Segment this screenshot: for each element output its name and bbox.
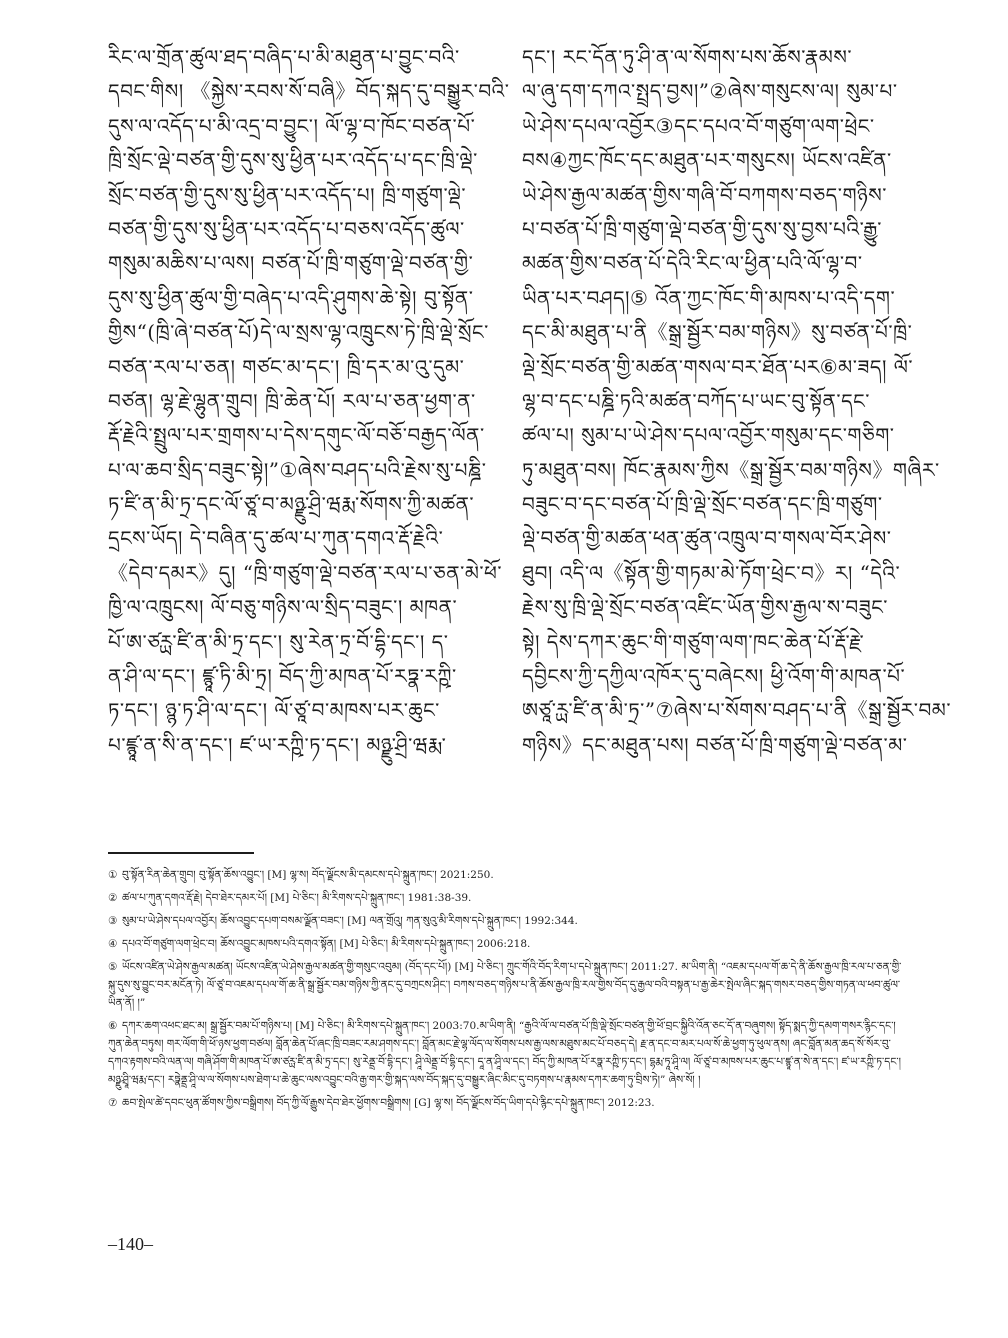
footnote bbox=[108, 866, 908, 884]
footnote-number: ⑦ bbox=[108, 1097, 118, 1109]
text-line: སྲོང་བཙན་གྱི་དུས་སུ་ཕྱིན་པར་འདོད་པ། ཁྲི་གཙུག་ལྡེ་ bbox=[108, 182, 467, 207]
footnote bbox=[108, 912, 908, 930]
text-line: བས④ཀྱང་ཁོང་དང་མཐུན་པར་གསུངས། ཡོངས་འཛིན་ bbox=[522, 148, 892, 173]
text-line: པ་ཛྙཱ་ན་སི་ན་དང་། ཛ་ཡ་རཀྵི་ཏ་དང་། མཉྫུ་ཤྲི་ཝརྨ་ bbox=[108, 732, 447, 757]
text-line: ན་ཤི་ལ་དང་། ཛྙཱ་ཏི་མི་ཏྲ། བོད་ཀྱི་མཁན་པོ་རཏྣ་རཀྵི་ bbox=[108, 664, 457, 689]
text-line: ལྡེ་སྲོང་བཙན་གྱི་མཚན་གསལ་བར་ཐོན་པར⑥མ་ཟད། ལོ་ bbox=[522, 354, 914, 379]
text-line: པ་བཙན་པོ་ཁྲི་གཙུག་ལྡེ་བཙན་གྱི་དུས་སུ་བྱས་པའི་རྒྱུ་ bbox=[522, 216, 882, 241]
text-line: ཏ་དང་། ཉྙ་ཏ་ཤི་ལ་དང་། ལོ་ཙཱ་བ་མཁས་པར་ཆུང་ bbox=[108, 698, 440, 723]
footnote-text: སུམ་པ་ཡེ་ཤེས་དཔལ་འབྱོར། ཆོས་འབྱུང་དཔག་བསམ་ལྗོན་བཟང་། [M] ལན་གྲོའུ། ཀན་སུའུ་མི་རིགས་དཔེ་སྐྲུན་ཁང་། 1992:344. bbox=[122, 915, 578, 927]
footnote bbox=[108, 1017, 908, 1089]
text-line: མཚན་གྱིས་བཙན་པོ་དེའི་རིང་ལ་ཕྱིན་པའི་ལོ་ལྷ་བ་ bbox=[522, 251, 863, 276]
text-line: པོ་ཨ་ཙཪྻ་ཛི་ན་མི་ཏྲ་དང་། སུ་རེན་ཏྲ་བོ་དྷི་དང་། ད་ bbox=[108, 629, 449, 654]
footnote-text: དཀར་ཆག་འཕང་ཐང་མ། སྒྲ་སྦྱོར་བམ་པོ་གཉིས་པ། [M] པེ་ཅིང་། མི་རིགས་དཔེ་སྐྲུན་ཁང་། 2003:70.མ་ཡིག་ནི། “རྒྱའི་ལོ་ལ་བཙན་པོ་ཁྲི་ལྡེ་སྲོང་བཙན་གྱི་ཕོ་བྲང་སྐྱིའི་འོན་ཅང་དོ་ན་བཞུགས། སྟོད་སྨད་ཀྱི་དམག་གསར་རྙིང་དང་། ཀུན་ཆེན་བཏུས། གར་ལོག་གི་ཕོ་ཉས་ཕྱག་བཙལ། བློན་ཆེན་པོ་ཞང་ཁྲི་བཟང་རམ་ཤགས་དང་། བློན་མང་རྗེ་ལྷ་ལོད་ལ་སོགས་པས་རྒྱ་ལས་མཐུས་མང་པོ་བཅད་དེ། རྗ་ན་དང་བ་མར་པལ་སོ་ཆེ་ཕྱག་ཏུ་ཕུལ་ནས། ཞང་བློན་མན་ཆད་སོ་སོར་བུ་དཀའ་རྟགས་བའི་ལན་ལ། གཞི་ཤོག་གི་མཁན་པོ་ཨ་ཙཪྻ་ཛི་ན་མི་ཏྲ་དང་། སུ་རེནྡྲ་བོ་དྷི་དང་། ཤཱི་ལེནྡྲ་བོ་དྷི་དང་། དཱ་ན་ཤཱི་ལ་དང་། བོད་ཀྱི་མཁན་པོ་རཏྣ་རཀྵི་ཏ་དང་། དྷརྨ་ཏཱ་ཤཱི་ལ། ལོ་ཙཱ་བ་མཁས་པར་ཆུང་པ་ཛྙཱ་ན་སེ་ན་དང་། ཛ་ཡ་རཀྵི་ཏ་དང་། མཉྫུ་ཤྲཱི་ཝརྨ་དང་། རཏྣེནྡྲ་ཤཱི་ལ་ལ་སོགས་པས་ཐེག་པ་ཆེ་ཆུང་ལས་འབྱུང་བའི་རྒྱ་གར་གྱི་སྐད་ལས་བོད་སྐད་དུ་བསྒྱུར་ཞིང་མིང་དུ་བཏགས་པ་རྣམས་དཀར་ཆག་ཏུ་བྲིས་ཏེ།” ཞེས་སོ། ། bbox=[108, 1020, 901, 1086]
footnote-number: ① bbox=[108, 869, 118, 881]
text-line: ཡེ་ཤེས་རྒྱལ་མཚན་གྱིས་གཞི་བོ་བཀགས་བཅད་གཉིས་ bbox=[522, 182, 887, 207]
footnote-number: ⑥ bbox=[108, 1020, 118, 1032]
text-line: རྡོ་རྗེའི་སྤྲུལ་པར་གྲགས་པ་དེས་དགུང་ལོ་བཅོ་བརྒྱད་ལོན་ bbox=[108, 423, 485, 448]
text-line: ཁྲི་སྲོང་ལྡེ་བཙན་གྱི་དུས་སུ་ཕྱིན་པར་འདོད་པ་དང་ཁྲི་ལྡེ་ bbox=[108, 148, 478, 173]
footnote-number: ② bbox=[108, 892, 118, 904]
footnote-number: ④ bbox=[108, 938, 118, 950]
text-line: བཙན་གྱི་དུས་སུ་ཕྱིན་པར་འདོད་པ་བཅས་འདོད་ཚུལ་ bbox=[108, 216, 465, 241]
text-line: དུས་སུ་ཕྱིན་ཚུལ་གྱི་བཞེད་པ་འདི་ཤུགས་ཆེ་སྟེ། བུ་སྟོན་ bbox=[108, 285, 474, 310]
footnote-separator bbox=[108, 852, 254, 854]
text-line: 《དེབ་དམར》དུ། “ཁྲི་གཙུག་ལྡེ་བཙན་རལ་པ་ཅན་མེ་ཕོ་ bbox=[108, 560, 503, 585]
text-line: གསུམ་མཆིས་པ་ལས། བཙན་པོ་ཁྲི་གཙུག་ལྡེ་བཙན་གྱི་ bbox=[108, 251, 474, 276]
text-line: རྗེས་སུ་ཁྲི་ལྡེ་སྲོང་བཙན་འཛིང་ཡོན་གྱིས་རྒྱལ་ས་བཟུང་ bbox=[522, 595, 888, 620]
text-line: ཐུབ། འདི་ལ《སྟོན་གྱི་གཏམ་མེ་ཏོག་ཕྲེང་བ》ར། “དེའི་ bbox=[522, 560, 901, 585]
text-line: ཏ་ཛི་ན་མི་ཏྲ་དང་ལོ་ཙཱ་བ་མཉྫུ་ཤྲི་ཝརྨ་སོགས་ཀྱི་མཚན་ bbox=[108, 492, 475, 517]
text-line: རིང་ལ་གྲོན་ཚུལ་ཐད་བཞིད་པ་མི་མཐུན་པ་བྱུང་བའི་ bbox=[108, 45, 460, 69]
footnote bbox=[108, 889, 908, 907]
text-line: སྟེ། དེས་དཀར་ཆུང་གི་གཙུག་ལག་ཁང་ཆེན་པོ་རྡོ་རྗེ་ bbox=[522, 629, 865, 654]
right-text-column bbox=[522, 40, 952, 762]
text-line: དང་། རང་དོན་ཏུ་ཤི་ན་ལ་སོགས་པས་ཆོས་རྣམས་ bbox=[522, 45, 853, 69]
text-line: ཁྱི་ལ་འཁྲུངས། ལོ་བཅུ་གཉིས་ལ་སྲིད་བཟུང་། མཁན་ bbox=[108, 595, 458, 620]
footnote-number: ⑤ bbox=[108, 961, 118, 973]
footnote bbox=[108, 1094, 908, 1112]
text-line: གཉིས》དང་མཐུན་པས། བཙན་པོ་ཁྲི་གཙུག་ལྡེ་བཙན་མ་ bbox=[522, 732, 908, 757]
footnote-text: དཔའ་བོ་གཙུག་ལག་ཕྲེང་བ། ཆོས་འབྱུང་མཁས་པའི་དགའ་སྟོན། [M] པེ་ཅིང་། མི་རིགས་དཔེ་སྐྲུན་ཁང་། 2006:218. bbox=[122, 938, 531, 950]
text-line: ཚལ་པ། སུམ་པ་ཡེ་ཤེས་དཔལ་འབྱོར་གསུམ་དང་གཅིག་ bbox=[522, 423, 895, 448]
page-number: –140– bbox=[108, 1234, 153, 1254]
text-line: ཡིན་པར་བཤད།⑤ འོན་ཀྱང་ཁོང་གི་མཁས་པ་འདི་དག་ bbox=[522, 285, 896, 310]
text-line: ལྡེ་བཙན་གྱི་མཚན་ཕན་ཚུན་འཁྲུལ་བ་གསལ་བོར་ཤེས་ bbox=[522, 526, 892, 551]
footnotes bbox=[108, 866, 908, 1117]
text-line: བཙན། ལྷ་རྗེ་ལྷུན་གྲུབ། ཁྲི་ཆེན་པོ། རལ་པ་ཅན་ཕྱག་ན་ bbox=[108, 388, 476, 413]
footnote-number: ③ bbox=[108, 915, 118, 927]
left-text-column bbox=[108, 40, 510, 762]
text-line: དུས་ལ་འདོད་པ་མི་འདྲ་བ་བྱུང་། ལོ་ལྷ་བ་ཁོང་བཙན་པོ་ bbox=[108, 113, 476, 138]
text-line: བཟུང་བ་དང་བཙན་པོ་ཁྲི་ལྡེ་སྲོང་བཙན་དང་ཁྲི་གཙུག་ bbox=[522, 492, 883, 517]
footnote-text: བུ་སྟོན་རིན་ཆེན་གྲུབ། བུ་སྟོན་ཆོས་འབྱུང་། [M] ལྷ་ས། བོད་ལྗོངས་མི་དམངས་དཔེ་སྐྲུན་ཁང་། 2021:250. bbox=[122, 869, 494, 881]
text-line: ཨཙཱ་ཪྻ་ཛི་ན་མི་ཏྲ་”⑦ཞེས་པ་སོགས་བཤད་པ་ནི《སྒྲ་སྦྱོར་བམ་ bbox=[522, 698, 952, 723]
footnote-text: ཚལ་པ་ཀུན་དགའ་རྡོ་རྗེ། དེབ་ཐེར་དམར་པོ། [M] པེ་ཅིང་། མི་རིགས་དཔེ་སྐྲུན་ཁང་། 1981:38-39. bbox=[122, 892, 472, 904]
text-line: བཙན་རལ་པ་ཅན། གཙང་མ་དང་། ཁྲི་དར་མ་འུ་དུམ་ bbox=[108, 354, 465, 379]
text-line: དབྱིངས་ཀྱི་དཀྱིལ་འཁོར་དུ་བཞེངས། ཕྱི་འོག་གི་མཁན་པོ་ bbox=[522, 664, 906, 689]
text-line: གྱིས“(ཁྲི་ཞེ་བཙན་པོ)དེ་ལ་སྲས་ལྷ་འཁྲུངས་ཏེ་ཁྲི་ལྡེ་སྲོང་ bbox=[108, 320, 489, 345]
footnote bbox=[108, 935, 908, 953]
text-line: ལྷ་བ་དང་པཎྜི་ཏའི་མཚན་བཀོད་པ་ཡང་བུ་སྟོན་དང་ bbox=[522, 388, 870, 413]
text-line: ལ་ཞུ་དག་དཀའ་སྤྲད་བྱས།”②ཞེས་གསུངས་ལ། སུམ་པ་ bbox=[522, 79, 898, 104]
text-line: དྲངས་ཡོད། དེ་བཞིན་དུ་ཚལ་པ་ཀུན་དགའ་རྡོ་རྗེའི་ bbox=[108, 526, 444, 551]
text-line: དང་མི་མཐུན་པ་ནི《སྒྲ་སྦྱོར་བམ་གཉིས》སུ་བཙན་པོ་ཁྲི་ bbox=[522, 320, 913, 345]
text-line: པ་ལ་ཆབ་སྲིད་བཟུང་སྟེ།”①ཞེས་བཤད་པའི་རྗེས་སུ་པཎྜི་ bbox=[108, 457, 487, 482]
footnote-text: ཡོངས་འཛིན་ཡེ་ཤེས་རྒྱལ་མཚན། ཡོངས་འཛིན་ཡེ་ཤེས་རྒྱལ་མཚན་གྱི་གསུང་འབུམ། (བོད་དང་པོ།) [M] པེ་ཅིང་། ཀྲུང་གོའི་བོད་རིག་པ་དཔེ་སྐྲུན་ཁང་། 2011:27. མ་ཡིག་ནི། “འཇམ་དཔལ་གོ་ཆ་དེ་ནི་ཆོས་རྒྱལ་ཁྲི་རལ་པ་ཅན་གྱི་སྐུ་དུས་སུ་བྱུང་བར་མངོན་ཏེ། ལོ་ཙཱ་བ་འཇམ་དཔལ་གོ་ཆ་ནི་སྒྲ་སྦྱོར་བམ་གཉིས་ཀྱི་ནང་དུ་བཀྲངས་ཤིང་། བཀས་བཅད་གཉིས་པ་ནི་ཆོས་རྒྱལ་ཁྲི་རལ་གྱིས་བོད་དུ་རྒྱལ་བའི་བསྟན་པ་རྒྱ་ཆེར་སྤེལ་ཞིང་སྐད་གསར་བཅད་གྱིས་གཏན་ལ་ཕབ་ཚུལ་ཡིན་ནོ། །” bbox=[108, 961, 902, 1009]
footnote-text: ཆབ་སྤེལ་ཚེ་དབང་ཕུན་ཚོགས་ཀྱིས་བསྒྲིགས། བོད་ཀྱི་ལོ་རྒྱུས་དེབ་ཐེར་ཕྱོགས་བསྒྲིགས། [G] ལྷ་ས། བོད་ལྗོངས་བོད་ཡིག་དཔེ་རྙིང་དཔེ་སྐྲུན་ཁང་། 2012:23. bbox=[122, 1097, 655, 1109]
footnote bbox=[108, 958, 908, 1012]
text-line: ཡེ་ཤེས་དཔལ་འབྱོར③དང་དཔའ་བོ་གཙུག་ལག་ཕྲེང་ bbox=[522, 113, 875, 138]
text-line: ཏུ་མཐུན་བས། ཁོང་རྣམས་ཀྱིས《སྒྲ་སྦྱོར་བམ་གཉིས》གཞིར་ bbox=[522, 457, 940, 482]
text-line: དབང་གིས། 《སྐྱེས་རབས་སོ་བཞི》བོད་སྐད་དུ་བསྒྱུར་བའི་ bbox=[108, 79, 510, 104]
